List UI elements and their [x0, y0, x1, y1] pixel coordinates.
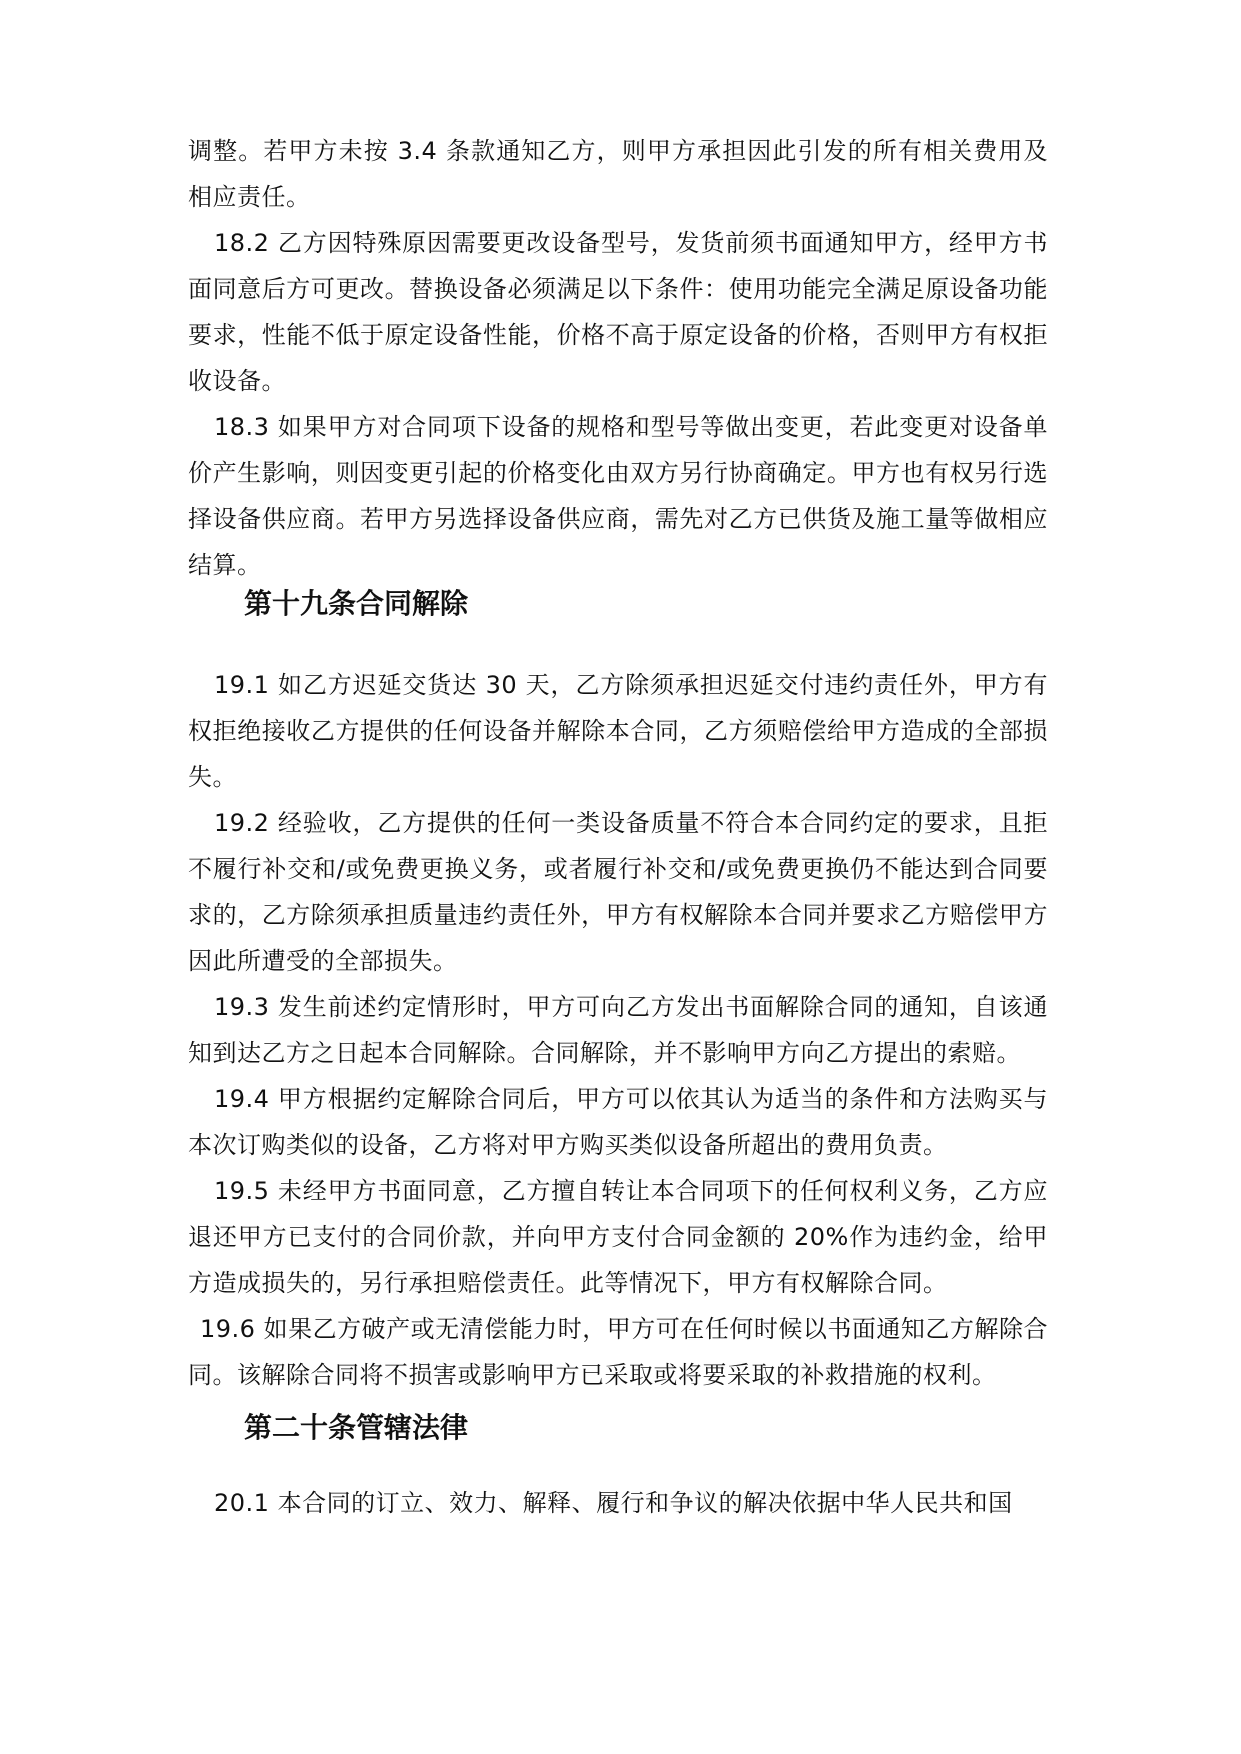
clause-19-1: 19.1 如乙方迟延交货达 30 天，乙方除须承担迟延交付违约责任外，甲方有权拒绝接收乙方提供的任何设备并解除本合同，乙方须赔偿给甲方造成的全部损失。	[188, 671, 1048, 791]
clause-19-2: 19.2 经验收，乙方提供的任何一类设备质量不符合本合同约定的要求，且拒不履行补交和/或免费更换义务，或者履行补交和/或免费更换仍不能达到合同要求的，乙方除须承担质量违约责任外，甲方有权解除本合同并要求乙方赔偿甲方因此所遭受的全部损失。	[188, 809, 1048, 975]
clause-20-1: 20.1 本合同的订立、效力、解释、履行和争议的解决依据中华人民共和国	[214, 1489, 1013, 1517]
section-heading-20: 第二十条管辖法律	[244, 1411, 469, 1444]
clause-18-3: 18.3 如果甲方对合同项下设备的规格和型号等做出变更，若此变更对设备单价产生影响，则因变更引起的价格变化由双方另行协商确定。甲方也有权另行选择设备供应商。若甲方另选择设备供应商，需先对乙方已供货及施工量等做相应结算。	[188, 413, 1048, 579]
paragraph-continuation: 调整。若甲方未按 3.4 条款通知乙方，则甲方承担因此引发的所有相关费用及相应责任。	[188, 137, 1048, 211]
clause-19-6: 19.6 如果乙方破产或无清偿能力时，甲方可在任何时候以书面通知乙方解除合同。该解除合同将不损害或影响甲方已采取或将要采取的补救措施的权利。	[188, 1315, 1048, 1389]
clause-19-3: 19.3 发生前述约定情形时，甲方可向乙方发出书面解除合同的通知，自该通知到达乙方之日起本合同解除。合同解除，并不影响甲方向乙方提出的索赔。	[188, 993, 1048, 1067]
clause-19-4: 19.4 甲方根据约定解除合同后，甲方可以依其认为适当的条件和方法购买与本次订购类似的设备，乙方将对甲方购买类似设备所超出的费用负责。	[188, 1085, 1048, 1159]
section-heading-19: 第十九条合同解除	[244, 587, 469, 620]
clause-18-2: 18.2 乙方因特殊原因需要更改设备型号，发货前须书面通知甲方，经甲方书面同意后方可更改。替换设备必须满足以下条件：使用功能完全满足原设备功能要求，性能不低于原定设备性能，价格不高于原定设备的价格，否则甲方有权拒收设备。	[188, 229, 1048, 395]
clause-19-5: 19.5 未经甲方书面同意，乙方擅自转让本合同项下的任何权利义务，乙方应退还甲方已支付的合同价款，并向甲方支付合同金额的 20%作为违约金，给甲方造成损失的，另行承担赔偿责任。此等情况下，甲方有权解除合同。	[188, 1177, 1048, 1297]
